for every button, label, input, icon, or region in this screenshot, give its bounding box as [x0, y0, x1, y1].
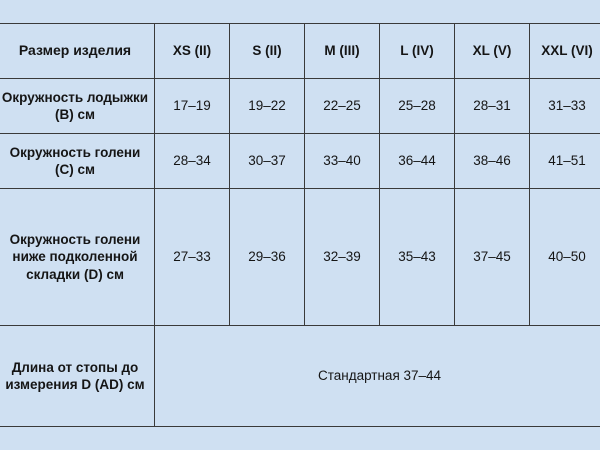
header-size-xl: XL (V) [455, 24, 530, 79]
cell-below-knee-xxl: 40–50 [530, 189, 600, 326]
cell-ankle-s: 19–22 [230, 79, 305, 134]
cell-below-knee-m: 32–39 [305, 189, 380, 326]
header-size-s: S (II) [230, 24, 305, 79]
row-label-calf-circumference: Окружность голени (C) см [0, 134, 155, 189]
header-size-xs: XS (II) [155, 24, 230, 79]
cell-below-knee-s: 29–36 [230, 189, 305, 326]
cell-calf-l: 36–44 [380, 134, 455, 189]
header-row-label: Размер изделия [0, 24, 155, 79]
row-label-below-knee-circumference: Окружность голени ниже подколенной складки (D) см [0, 189, 155, 326]
cell-ankle-m: 22–25 [305, 79, 380, 134]
table-row [0, 189, 600, 326]
table-row [0, 79, 600, 134]
cell-below-knee-xl: 37–45 [455, 189, 530, 326]
cell-calf-xxl: 41–51 [530, 134, 600, 189]
table-footer-row [0, 326, 600, 427]
table-header-row [0, 24, 600, 79]
header-size-xxl: XXL (VI) [530, 24, 600, 79]
cell-calf-xl: 38–46 [455, 134, 530, 189]
cell-calf-xs: 28–34 [155, 134, 230, 189]
cell-ankle-xs: 17–19 [155, 79, 230, 134]
cell-ankle-xl: 28–31 [455, 79, 530, 134]
cell-below-knee-xs: 27–33 [155, 189, 230, 326]
cell-ankle-l: 25–28 [380, 79, 455, 134]
row-label-foot-to-d-length: Длина от стопы до измерения D (AD) см [0, 326, 155, 427]
header-size-m: M (III) [305, 24, 380, 79]
row-label-ankle-circumference: Окружность лодыжки (B) см [0, 79, 155, 134]
cell-below-knee-l: 35–43 [380, 189, 455, 326]
cell-calf-s: 30–37 [230, 134, 305, 189]
cell-calf-m: 33–40 [305, 134, 380, 189]
size-chart-table [0, 23, 600, 427]
cell-ankle-xxl: 31–33 [530, 79, 600, 134]
cell-standard-length: Стандартная 37–44 [155, 326, 600, 427]
header-size-l: L (IV) [380, 24, 455, 79]
table-row [0, 134, 600, 189]
